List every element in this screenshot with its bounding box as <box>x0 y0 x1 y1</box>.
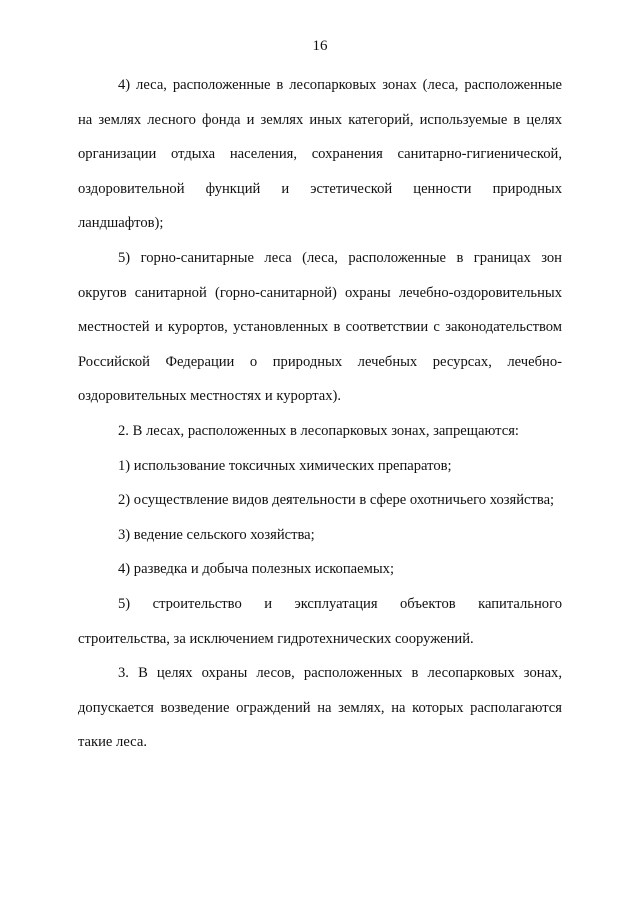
page-number: 16 <box>312 38 328 54</box>
paragraph-prohibitions-intro: 2. В лесах, расположенных в лесопарковых зонах, запрещаются: <box>118 422 519 439</box>
paragraph-forest-park-zones-definition: 4) леса, расположенные в лесопарковых зонах (леса, расположенные на землях лесного фонда и землях иных категорий, используемые в целях организации отдыха населения, сохранения санитарно-гигиенической, оздоровительной функций и эстетической ценности природных ландшафтов); <box>78 77 562 232</box>
list-item-construction: 5) строительство и эксплуатация объектов капитального строительства, за исключением гидротехнических сооружений. <box>78 595 562 647</box>
document-body <box>78 68 562 760</box>
paragraph-fencing-permission: 3. В целях охраны лесов, расположенных в лесопарковых зонах, допускается возведение ограждений на землях, на которых располагаются такие леса. <box>78 665 562 751</box>
paragraph-mountain-sanitary-forests: 5) горно-санитарные леса (леса, расположенные в границах зон округов санитарной (горно-санитарной) охраны лечебно-оздоровительных местностей и курортов, установленных в соответствии с законодательством Российской Федерации о природных лечебных ресурсах, лечебно-оздоровительных местностях и курортах). <box>78 249 562 405</box>
list-item-toxic-chemicals: 1) использование токсичных химических препаратов; <box>118 457 452 474</box>
list-item-agriculture: 3) ведение сельского хозяйства; <box>118 526 315 543</box>
list-item-mining: 4) разведка и добыча полезных ископаемых; <box>118 561 394 578</box>
list-item-hunting: 2) осуществление видов деятельности в сфере охотничьего хозяйства; <box>118 492 555 509</box>
